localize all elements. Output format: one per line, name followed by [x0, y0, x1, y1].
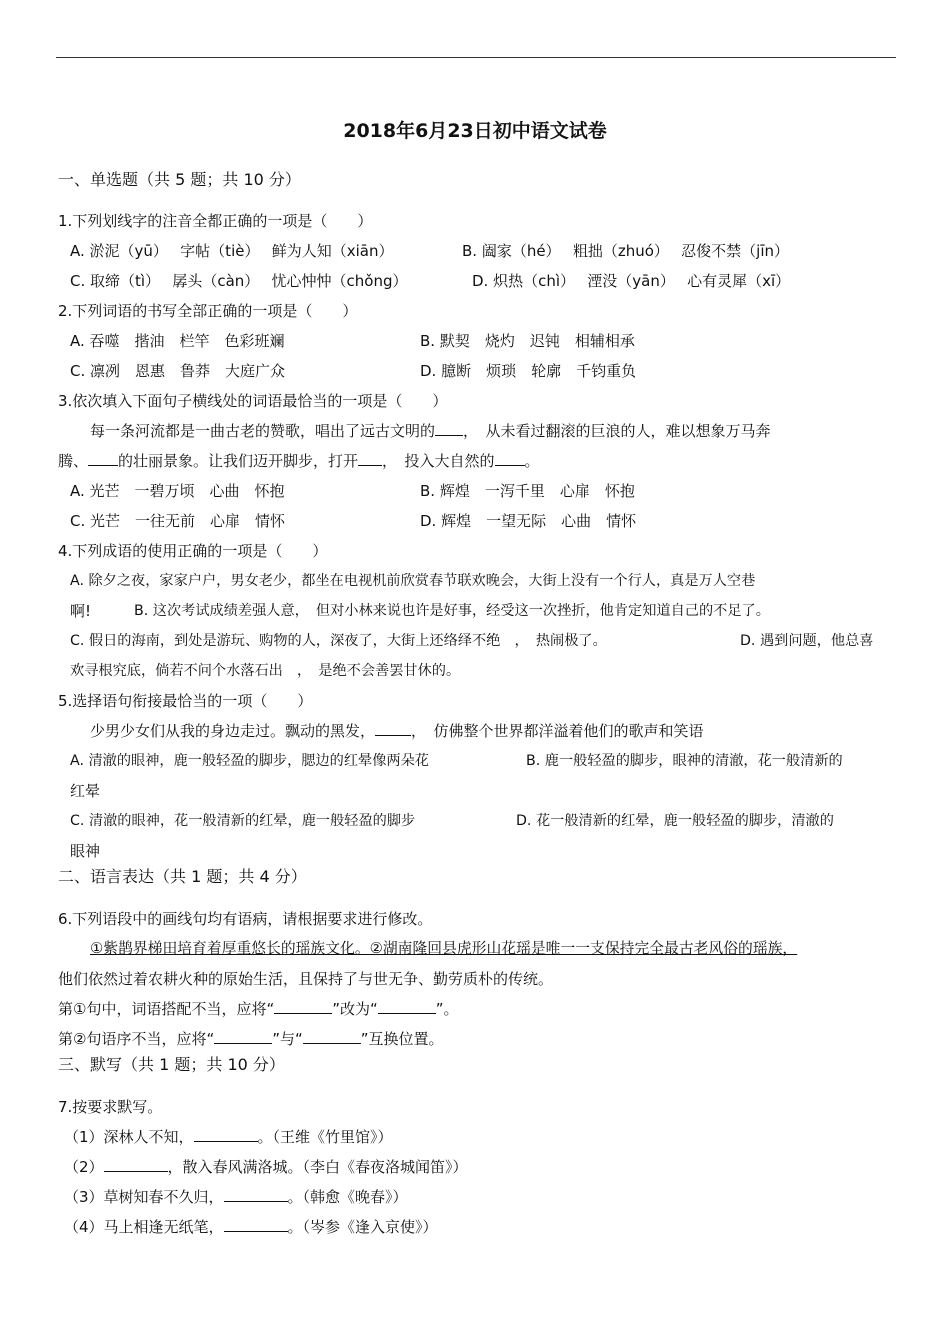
question-3-option-c[interactable]: C. 光芒 一往无前 心扉 情怀	[70, 512, 286, 530]
page-title: 2018年6月23日初中语文试卷	[343, 120, 607, 142]
question-2-option-b[interactable]: B. 默契 烧灼 迟钝 相辅相承	[420, 332, 635, 350]
fill-blank[interactable]	[274, 999, 332, 1014]
underlined-sentence-1: ①紫鹊界梯田培育着厚重悠长的瑶族文化。	[90, 940, 370, 957]
answer-text: 第①句中，词语搭配不当，应将“	[58, 1000, 275, 1018]
question-4-option-d-cont: 欢寻根究底，倘若不问个水落石出 ， 是绝不会善罢甘休的。	[70, 663, 461, 679]
answer-text: ”互换位置。	[360, 1030, 444, 1048]
passage-text: ， 从未看过翻滚的巨浪的人，难以想象万马奔	[463, 422, 771, 440]
fill-blank[interactable]	[88, 451, 118, 466]
question-3-option-a[interactable]: A. 光芒 一碧万顷 心曲 怀抱	[70, 482, 285, 500]
answer-text: ”。	[435, 1000, 459, 1018]
passage-text: ， 仿佛整个世界都洋溢着他们的歌声和笑语	[411, 722, 704, 740]
question-6-passage-line-1	[90, 938, 797, 960]
question-1-option-b[interactable]: B. 阖家（hé） 粗拙（zhuó） 忍俊不禁（jīn）	[462, 242, 790, 260]
question-6-stem: 6.下列语段中的画线句均有语病，请根据要求进行修改。	[58, 910, 433, 928]
item-text: 。（韩愈《晚春》）	[287, 1188, 408, 1206]
question-4-option-a[interactable]: A. 除夕之夜，家家户户，男女老少，都坐在电视机前欣赏春节联欢晚会，大街上没有一个行人，真是万人空巷	[70, 573, 756, 589]
question-7-item-3	[64, 1186, 408, 1208]
passage-text: ， 投入大自然的	[382, 452, 495, 470]
question-2-stem: 2.下列词语的书写全部正确的一项是（ ）	[58, 302, 358, 320]
question-5-option-b[interactable]: B. 鹿一般轻盈的脚步，眼神的清澈，花一般清新的	[526, 753, 843, 769]
question-2-option-c[interactable]: C. 凛冽 恩惠 鲁莽 大庭广众	[70, 362, 286, 380]
item-text: （4）马上相逢无纸笔，	[64, 1218, 224, 1236]
passage-text: 腾、	[58, 452, 89, 470]
passage-text: 少男少女们从我的身边走过。飘动的黑发，	[90, 722, 376, 740]
question-6-answer-2	[58, 1028, 444, 1050]
question-1-option-a[interactable]: A. 淤泥（yū） 字帖（tiè） 鲜为人知（xiān）	[70, 242, 394, 260]
header-rule	[56, 57, 896, 58]
question-1-stem: 1.下列划线字的注音全都正确的一项是（ ）	[58, 212, 373, 230]
question-3-passage-line-2	[58, 450, 540, 472]
answer-text: ”改为“	[332, 1000, 378, 1018]
question-6-answer-1	[58, 998, 459, 1020]
question-3-stem: 3.依次填入下面句子横线处的词语最恰当的一项是（ ）	[58, 392, 448, 410]
underlined-sentence-2: ②湖南隆回县虎形山花瑶是唯一一支保持完全最古老风俗的瑶族，	[369, 940, 798, 957]
fill-blank[interactable]	[375, 721, 411, 736]
question-5-option-d[interactable]: D. 花一般清新的红晕，鹿一般轻盈的脚步，清澈的	[516, 813, 834, 829]
passage-text: 。	[524, 452, 540, 470]
item-text: （2）	[64, 1158, 104, 1176]
answer-text: 第②句语序不当，应将“	[58, 1030, 215, 1048]
question-7-stem: 7.按要求默写。	[58, 1098, 163, 1116]
question-7-item-1	[64, 1126, 393, 1148]
fill-blank[interactable]	[435, 421, 463, 436]
question-3-option-b[interactable]: B. 辉煌 一泻千里 心扉 怀抱	[420, 482, 635, 500]
section-heading-2: 二、语言表达（共 1 题；共 4 分）	[58, 867, 307, 886]
question-4-option-d[interactable]: D. 遇到问题，他总喜	[740, 633, 874, 649]
item-text: （1）深林人不知，	[64, 1128, 194, 1146]
fill-blank[interactable]	[224, 1217, 288, 1232]
question-5-stem: 5.选择语句衔接最恰当的一项（ ）	[58, 692, 313, 710]
passage-text: 每一条河流都是一曲古老的赞歌，唱出了远古文明的	[90, 422, 436, 440]
section-heading-3: 三、默写（共 1 题；共 10 分）	[58, 1055, 285, 1074]
question-5-option-b-cont: 红晕	[70, 782, 101, 800]
question-4-option-b[interactable]: B. 这次考试成绩差强人意， 但对小林来说也许是好事，经受这一次挫折，他肯定知道自己的不足了。	[134, 603, 770, 619]
question-7-item-4	[64, 1216, 438, 1238]
question-7-item-2	[64, 1156, 468, 1178]
answer-text: ”与“	[272, 1030, 303, 1048]
fill-blank[interactable]	[495, 451, 525, 466]
question-1-option-d[interactable]: D. 炽热（chì） 湮没（yān） 心有灵犀（xī）	[472, 272, 791, 290]
question-4-option-a-cont: 啊!	[70, 602, 92, 620]
item-text: 。（岑参《逢入京使》）	[287, 1218, 438, 1236]
fill-blank[interactable]	[194, 1127, 258, 1142]
question-6-passage-line-2: 他们依然过着农耕火种的原始生活，且保持了与世无争、勤劳质朴的传统。	[58, 970, 554, 988]
question-4-stem: 4.下列成语的使用正确的一项是（ ）	[58, 542, 328, 560]
item-text: （3）草树知春不久归，	[64, 1188, 224, 1206]
question-2-option-d[interactable]: D. 臆断 烦琐 轮廓 千钧重负	[420, 362, 637, 380]
item-text: 。（王维《竹里馆》）	[257, 1128, 393, 1146]
section-heading-1: 一、单选题（共 5 题；共 10 分）	[58, 170, 301, 189]
question-5-option-a[interactable]: A. 清澈的眼神，鹿一般轻盈的脚步，腮边的红晕像两朵花	[70, 753, 429, 769]
fill-blank[interactable]	[358, 451, 382, 466]
question-1-option-c[interactable]: C. 取缔（tì） 孱头（càn） 忧心忡忡（chǒng）	[70, 272, 408, 290]
fill-blank[interactable]	[303, 1029, 361, 1044]
question-5-option-d-cont: 眼神	[70, 842, 101, 860]
question-5-passage	[90, 720, 704, 742]
item-text: ，散入春风满洛城。（李白《春夜洛城闻笛》）	[167, 1158, 468, 1176]
fill-blank[interactable]	[214, 1029, 272, 1044]
fill-blank[interactable]	[224, 1187, 288, 1202]
question-3-option-d[interactable]: D. 辉煌 一望无际 心曲 情怀	[420, 512, 637, 530]
fill-blank[interactable]	[104, 1157, 168, 1172]
fill-blank[interactable]	[378, 999, 436, 1014]
question-4-option-c[interactable]: C. 假日的海南，到处是游玩、购物的人，深夜了，大街上还络绎不绝 ， 热闹极了。	[70, 633, 607, 649]
question-2-option-a[interactable]: A. 吞噬 揩油 栏竿 色彩班斓	[70, 332, 285, 350]
question-5-option-c[interactable]: C. 清澈的眼神，花一般清新的红晕，鹿一般轻盈的脚步	[70, 813, 416, 829]
passage-text: 的壮丽景象。让我们迈开脚步，打开	[118, 452, 359, 470]
question-3-passage-line-1	[90, 420, 771, 442]
